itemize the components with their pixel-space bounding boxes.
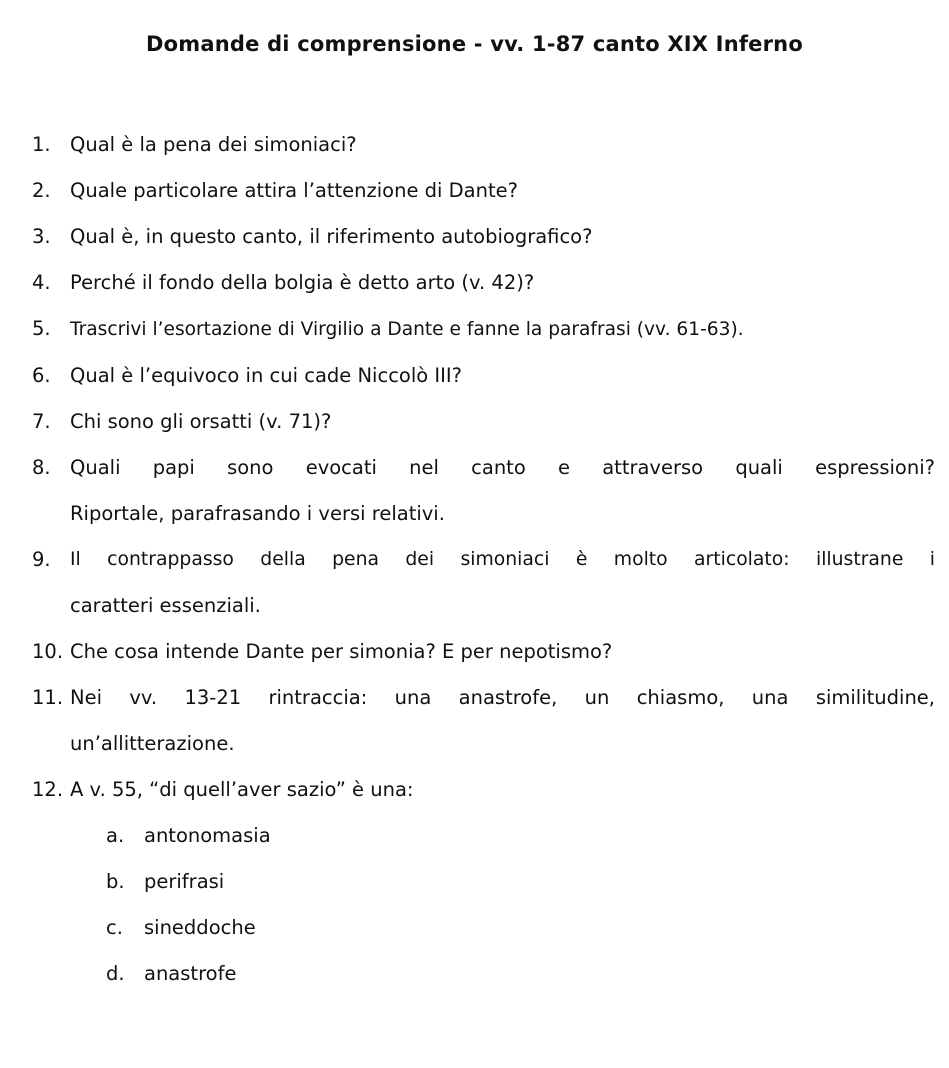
question-text bbox=[70, 537, 935, 629]
question-item bbox=[0, 399, 949, 445]
question-text-line: Quali papi sono evocati nel canto e attraverso quali espressioni? bbox=[70, 456, 935, 479]
question-item bbox=[0, 260, 949, 306]
question-text: Quale particolare attira l’attenzione di Dante? bbox=[70, 179, 518, 202]
option-text: antonomasia bbox=[144, 824, 271, 847]
question-number: 5. bbox=[32, 317, 51, 340]
option-letter: d. bbox=[106, 962, 125, 985]
question-item bbox=[0, 445, 949, 537]
question-item bbox=[0, 353, 949, 399]
question-number: 11. bbox=[32, 686, 64, 709]
answer-option bbox=[0, 951, 949, 997]
answer-option bbox=[0, 813, 949, 859]
question-number: 8. bbox=[32, 456, 51, 479]
question-number: 10. bbox=[32, 640, 64, 663]
question-number: 6. bbox=[32, 364, 51, 387]
question-text: Qual è l’equivoco in cui cade Niccolò III? bbox=[70, 364, 462, 387]
question-text: A v. 55, “di quell’aver sazio” è una: bbox=[70, 778, 414, 801]
question-item bbox=[0, 675, 949, 767]
question-item bbox=[0, 629, 949, 675]
question-item bbox=[0, 306, 949, 353]
question-number: 1. bbox=[32, 133, 51, 156]
question-text: Che cosa intende Dante per simonia? E per nepotismo? bbox=[70, 640, 613, 663]
page-title: Domande di comprensione - vv. 1-87 canto XIX Inferno bbox=[146, 32, 803, 56]
question-number: 7. bbox=[32, 410, 51, 433]
question-text: Chi sono gli orsatti (v. 71)? bbox=[70, 410, 332, 433]
question-item bbox=[0, 168, 949, 214]
option-text: perifrasi bbox=[144, 870, 225, 893]
question-text-line: caratteri essenziali. bbox=[70, 594, 261, 617]
option-letter: c. bbox=[106, 916, 123, 939]
answer-option bbox=[0, 905, 949, 951]
question-text: Qual è, in questo canto, il riferimento autobiografico? bbox=[70, 225, 593, 248]
question-number: 3. bbox=[32, 225, 51, 248]
question-text bbox=[70, 675, 935, 767]
question-text: Perché il fondo della bolgia è detto arto (v. 42)? bbox=[70, 271, 535, 294]
question-text-line: Riportale, parafrasando i versi relativi. bbox=[70, 502, 445, 525]
question-number: 9. bbox=[32, 548, 51, 571]
question-text-line: Il contrappasso della pena dei simoniaci è molto articolato: illustrane i bbox=[70, 549, 935, 570]
question-item bbox=[0, 767, 949, 813]
questions-list bbox=[0, 122, 949, 997]
question-number: 4. bbox=[32, 271, 51, 294]
question-number: 2. bbox=[32, 179, 51, 202]
answer-option bbox=[0, 859, 949, 905]
option-text: anastrofe bbox=[144, 962, 237, 985]
question-item bbox=[0, 122, 949, 168]
question-text-line: un’allitterazione. bbox=[70, 732, 235, 755]
question-text: Qual è la pena dei simoniaci? bbox=[70, 133, 357, 156]
option-text: sineddoche bbox=[144, 916, 256, 939]
question-text: Trascrivi l’esortazione di Virgilio a Dante e fanne la parafrasi (vv. 61-63). bbox=[70, 319, 744, 340]
question-item bbox=[0, 214, 949, 260]
question-number: 12. bbox=[32, 778, 64, 801]
question-item bbox=[0, 537, 949, 629]
question-text bbox=[70, 445, 935, 537]
question-text-line: Nei vv. 13-21 rintraccia: una anastrofe, un chiasmo, una similitudine, bbox=[70, 686, 935, 709]
option-letter: a. bbox=[106, 824, 125, 847]
option-letter: b. bbox=[106, 870, 125, 893]
